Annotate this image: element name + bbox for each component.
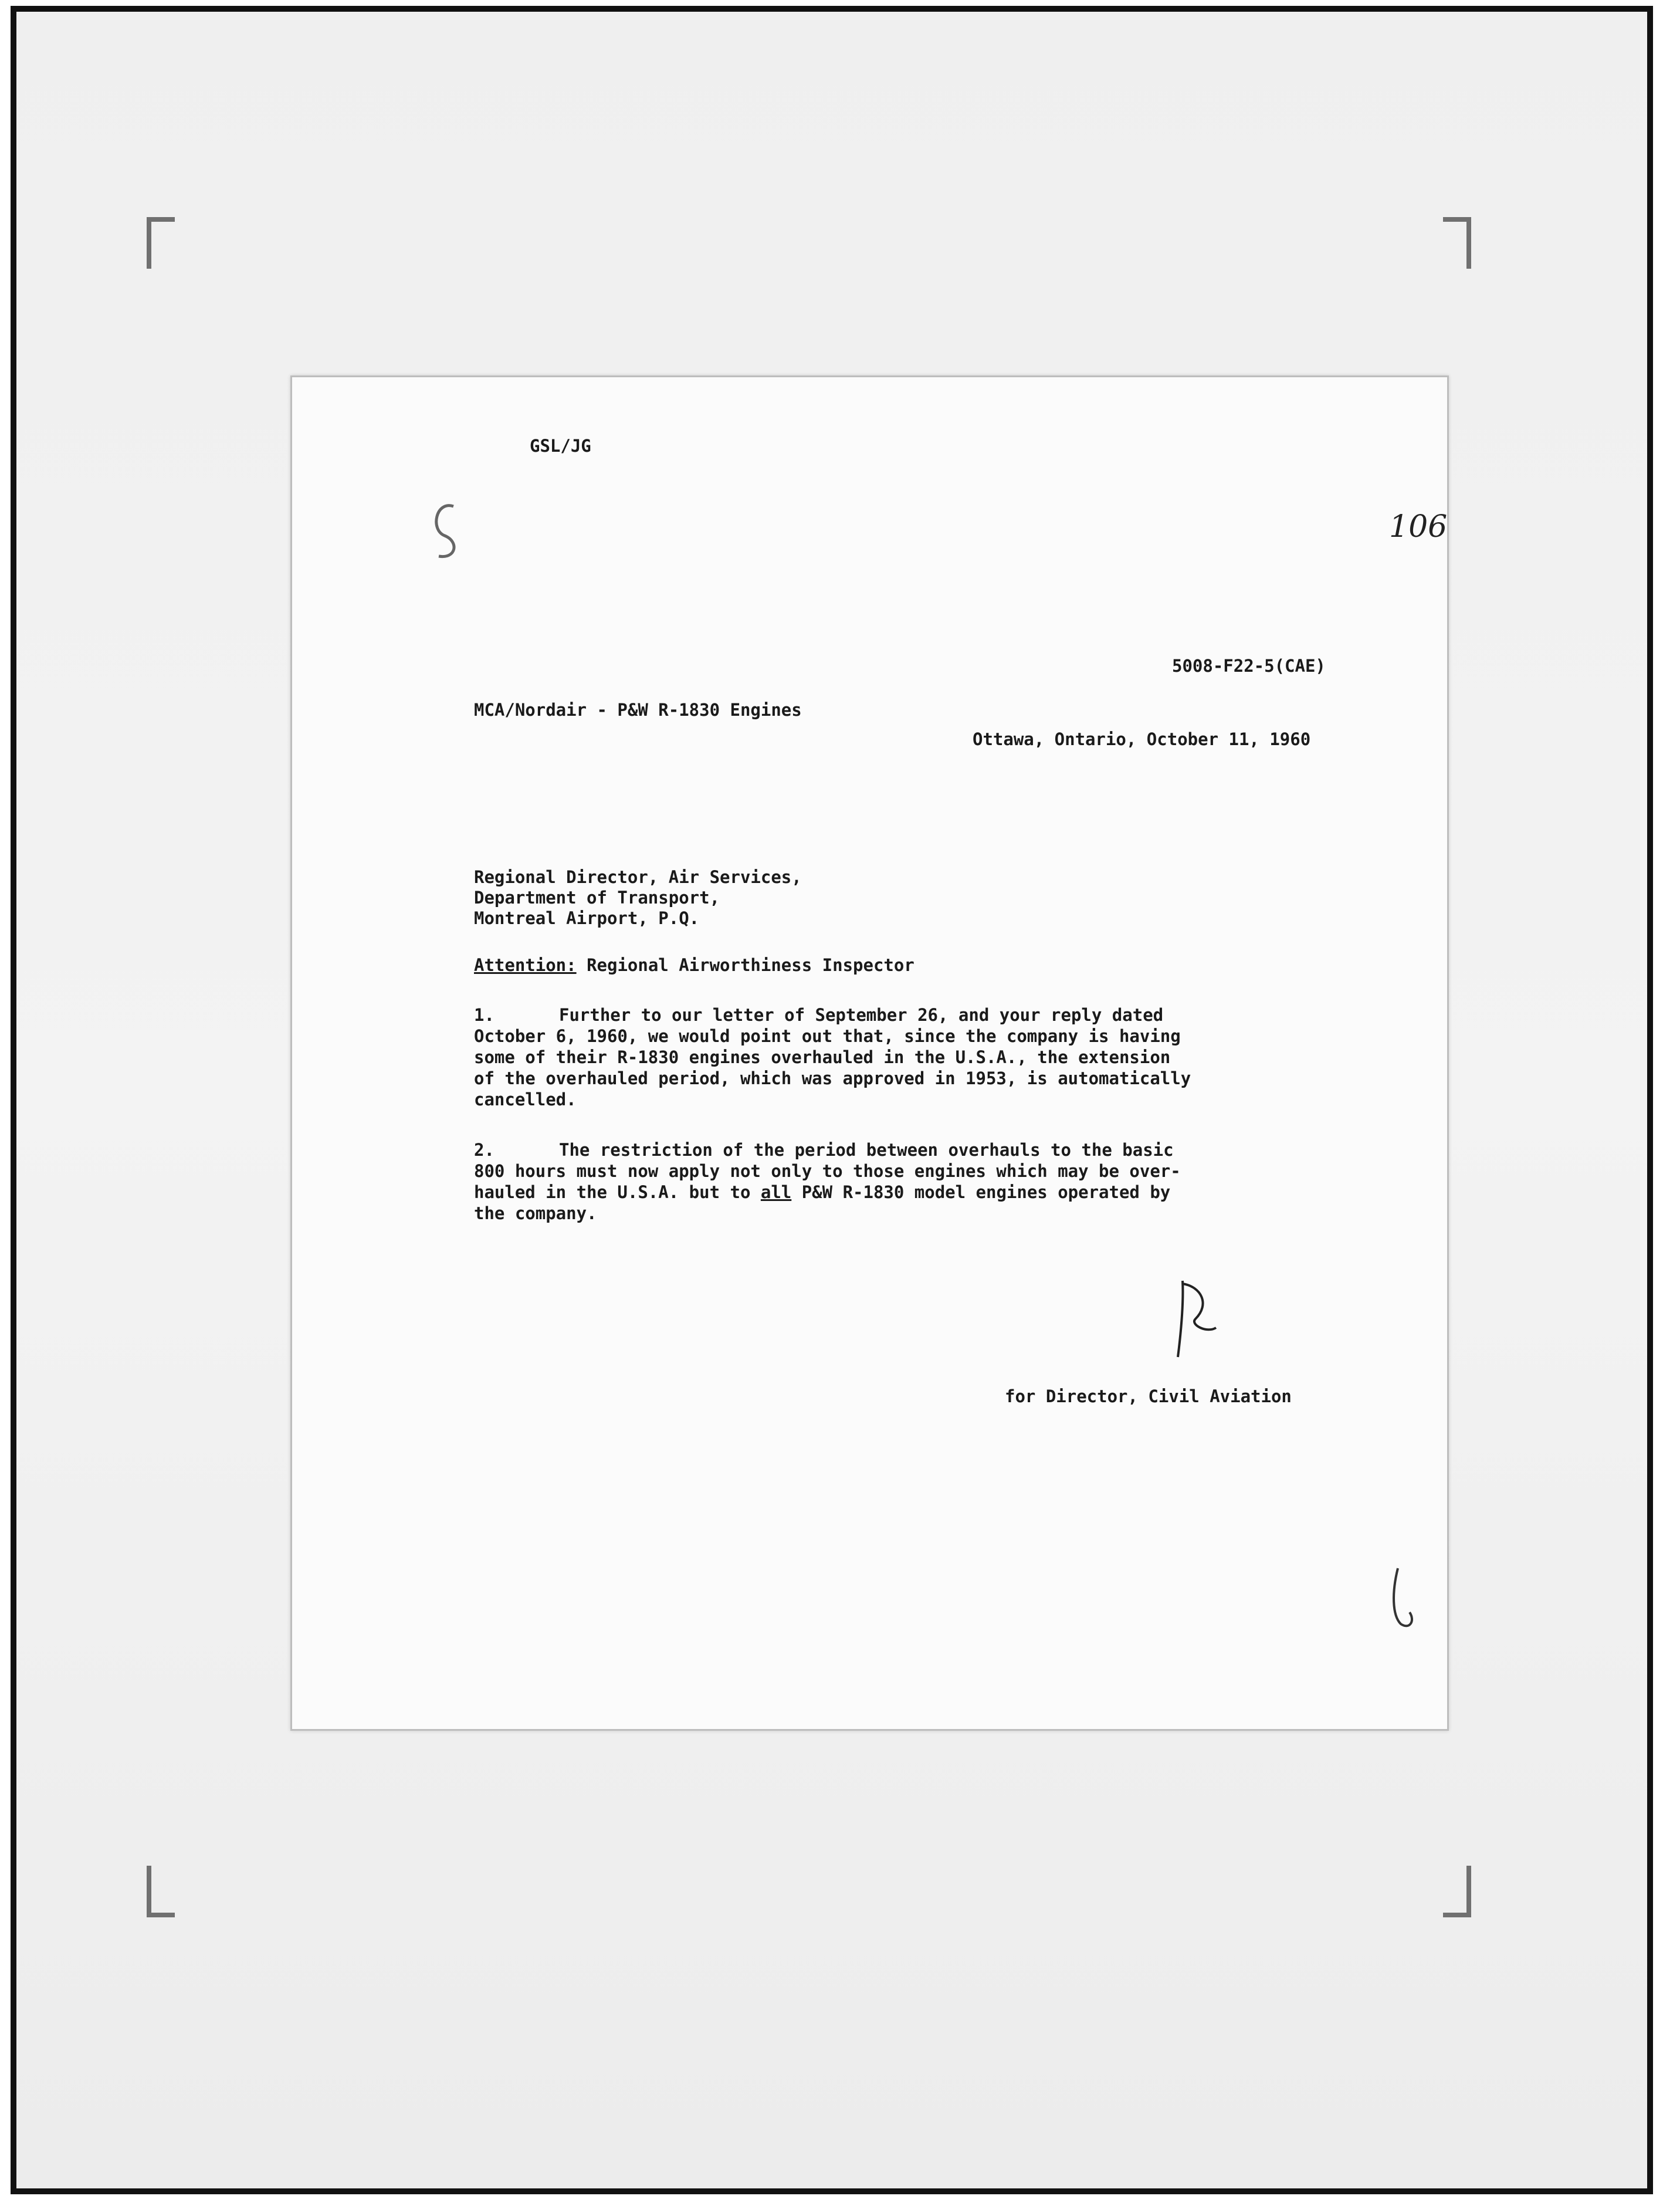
para2-line-3 <box>474 1182 1170 1202</box>
handwritten-scribble <box>421 495 474 565</box>
para1-line-4: of the overhauled period, which was approved in 1953, is automatically <box>474 1068 1191 1088</box>
para2-emphasis: all <box>760 1182 792 1202</box>
para2-line-4: the company. <box>474 1203 597 1223</box>
subject-line: MCA/Nordair - P&W R-1830 Engines <box>474 700 802 720</box>
crop-mark-bottom-left <box>147 1866 175 1917</box>
para2-number: 2. <box>474 1140 494 1160</box>
attention-label: Attention: <box>474 955 577 975</box>
initials: GSL/JG <box>530 436 591 456</box>
signature-block: for Director, Civil Aviation <box>1005 1386 1292 1406</box>
para1-line-3: some of their R-1830 engines overhauled in the U.S.A., the extension <box>474 1047 1171 1067</box>
address-line-2: Department of Transport, <box>474 888 720 908</box>
page-mark: 106 <box>1389 509 1448 544</box>
crop-mark-top-left <box>147 217 175 269</box>
para2-line-3-end: P&W R-1830 model engines operated by <box>791 1182 1171 1202</box>
file-number: 5008-F22-5(CAE) <box>1172 656 1326 676</box>
address-line-3: Montreal Airport, P.Q. <box>474 908 700 928</box>
handwritten-initial <box>1166 1269 1231 1363</box>
attention-line <box>474 955 914 975</box>
letter-page <box>290 375 1449 1731</box>
attention-text: Regional Airworthiness Inspector <box>587 955 914 975</box>
para2-line-3-start: hauled in the U.S.A. but to <box>474 1182 751 1202</box>
address-line-1: Regional Director, Air Services, <box>474 867 802 887</box>
place-date: Ottawa, Ontario, October 11, 1960 <box>973 729 1311 749</box>
para2-line-1: The restriction of the period between overhauls to the basic <box>559 1140 1174 1160</box>
para1-line-2: October 6, 1960, we would point out that, since the company is having <box>474 1026 1181 1046</box>
crop-mark-top-right <box>1443 217 1471 269</box>
para1-line-1: Further to our letter of September 26, and your reply dated <box>559 1005 1164 1025</box>
crop-mark-bottom-right <box>1443 1866 1471 1917</box>
para2-line-2: 800 hours must now apply not only to those engines which may be over- <box>474 1161 1181 1181</box>
handwritten-check-mark <box>1380 1562 1427 1633</box>
para1-line-5: cancelled. <box>474 1090 577 1109</box>
para1-number: 1. <box>474 1005 494 1025</box>
